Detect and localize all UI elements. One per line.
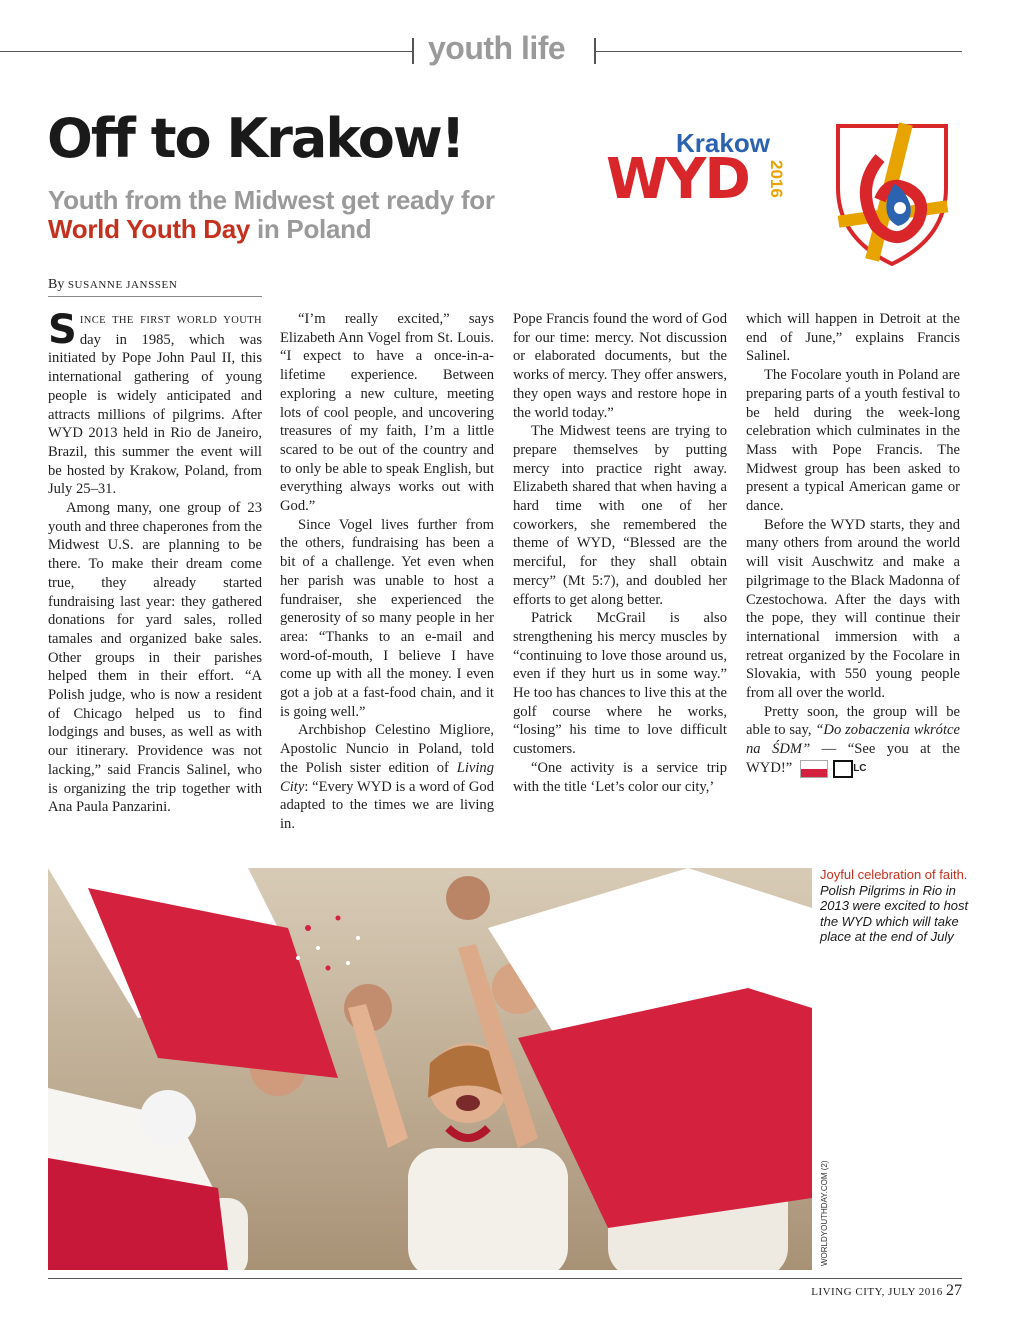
- paragraph: Pope Francis found the word of God for our time: mercy. Not discussion or elaborated documents, but the works of mercy. They offer answers, they open ways and restore hope in the world today.”: [513, 311, 727, 421]
- paragraph: which will happen in Detroit at the end of June,” explains Francis Salinel.: [746, 311, 960, 365]
- paragraph: The Focolare youth in Poland are preparing parts of a youth festival to be held during the week-long celebration which culminates in the Mass with Pope Francis. The Midwest group has been asked to present a typical American game or dance.: [746, 367, 960, 515]
- paragraph: [48, 307, 262, 499]
- paragraph: The Midwest teens are trying to prepare themselves by putting mercy into practice right away. Elizabeth shared that when having a hard time with one of her coworkers, she remembered the theme of WYD, “Blessed are the merciful, for they shall obtain mercy” (Mt 5:7), and doubled her efforts to get along better.: [513, 423, 727, 608]
- polish-flag-icon: [800, 760, 828, 778]
- paragraph: Since Vogel lives further from the others, fundraising has been a bit of a challenge. Yet even when her parish was unable to host a fundraiser, she experienced the generosity of so many people in her area: “Thanks to an e-mail and word-of-mouth, I believe I have come up with all the money. I even got a job at a fast-food chain, and it is going well.”: [280, 516, 494, 720]
- wyd-logo-year: 2016: [767, 160, 786, 198]
- wyd-logo-city: Krakow: [676, 128, 770, 158]
- publication-name: LIVING CITY, JULY 2016: [811, 1286, 943, 1298]
- paragraph: Patrick McGrail is also strengthening his mercy muscles by “continuing to love those around us, even if they hurt us in some way.” He too has chances to live this at the golf course where he works, “losing” his time to love difficult customers.: [513, 610, 727, 758]
- lead-in: INCE THE FIRST WORLD YOUTH: [79, 315, 262, 326]
- paragraph: Before the WYD starts, they and many others from around the world will visit Auschwitz and make a pilgrimage to the Black Madonna of Czestochowa. After the days with the pope, they will continue their international immersion with a retreat organized by the Focolare in Slovakia, with 550 young people from all over the world.: [746, 516, 960, 702]
- photo-caption: [820, 867, 970, 945]
- byline-author: SUSANNE JANSSEN: [67, 279, 178, 291]
- byline-rule: [48, 296, 262, 297]
- paragraph-text: — “See you at the WYD!”: [746, 741, 960, 776]
- publication-title: Living City: [280, 759, 494, 795]
- drop-cap: S: [48, 307, 77, 353]
- wyd-emblem-icon: [818, 118, 966, 268]
- section-rule-left: [0, 51, 414, 52]
- polish-quote: “Do zobaczenia wkrótce na ŚDM”: [746, 722, 960, 758]
- paragraph: [746, 703, 960, 778]
- body-column-1: [48, 307, 262, 817]
- section-divider-tick: [412, 38, 414, 64]
- paragraph-text: : “Every WYD is a word of God adapted to the times we are living in.: [280, 778, 494, 832]
- deck-highlight: World Youth Day: [48, 214, 251, 244]
- body-column-2: [280, 310, 494, 834]
- caption-body: Polish Pilgrims in Rio in 2013 were excited to host the WYD which will take place at the end of July: [820, 882, 969, 944]
- lc-end-icon: LC: [833, 760, 853, 778]
- paragraph: [280, 721, 494, 833]
- paragraph: “I’m really excited,” says Elizabeth Ann Vogel from St. Louis. “I expect to have a once-in-a-lifetime experience. Between exploring a new culture, meeting lots of cool people, and uncovering treasures of my faith, I’m a little scared to be out of the country and to only be able to speak English, but everything always works out with God.”: [280, 311, 494, 515]
- section-rule-right: [594, 51, 962, 52]
- wyd-logo-title: WYD: [606, 147, 749, 212]
- paragraph-text: Pretty soon, the group will be able to say,: [746, 703, 960, 739]
- body-column-4: [746, 310, 960, 778]
- body-column-3: [513, 310, 727, 796]
- article-deck: [48, 186, 528, 244]
- article-byline: [48, 277, 177, 293]
- paragraph: “One activity is a service trip with the title ‘Let’s color our city,’: [513, 759, 727, 795]
- page-folio: [811, 1282, 962, 1300]
- deck-text: Youth from the Midwest get ready for: [48, 185, 495, 215]
- footer-rule: [48, 1278, 962, 1279]
- caption-head: Joyful celebration of faith.: [820, 867, 968, 882]
- article-photo: [48, 868, 812, 1270]
- paragraph-text: day in 1985, which was initiated by Pope John Paul II, this international gathering of young people is widely anticipated and attracts millions of pilgrims. After WYD 2013 held in Rio de Janeiro, Brazil, this summer the event will be hosted by Krakow, Poland, from July 25–31.: [48, 331, 262, 498]
- article-headline: Off to Krakow!: [47, 107, 464, 170]
- photo-credit: WORLDYOUTHDAY.COM (2): [820, 1160, 829, 1266]
- section-title: youth life: [428, 30, 566, 66]
- deck-text-end: in Poland: [250, 214, 372, 244]
- paragraph-text: Archbishop Celestino Migliore, Apostolic Nuncio in Poland, told the Polish sister edition of: [280, 722, 494, 776]
- crowd-with-flags-image: [48, 868, 812, 1270]
- end-mark: [800, 760, 867, 778]
- byline-by: By: [48, 277, 65, 292]
- paragraph: Among many, one group of 23 youth and three chaperones from the Midwest U.S. are planning to be there. To make their dream come true, they already started fundraising last year: they gathered donations for yard sales, rolled tamales and organized bake sales. Other groups in their parishes helped them in their effort. “A Polish judge, who is now a resident of Chicago helped us to find lodgings and buses, as well as with our itinerary. Providence was not lacking,” said Francis Salinel, who is organizing the trip together with Ana Paula Panzarini.: [48, 500, 262, 816]
- page-number: 27: [946, 1282, 962, 1299]
